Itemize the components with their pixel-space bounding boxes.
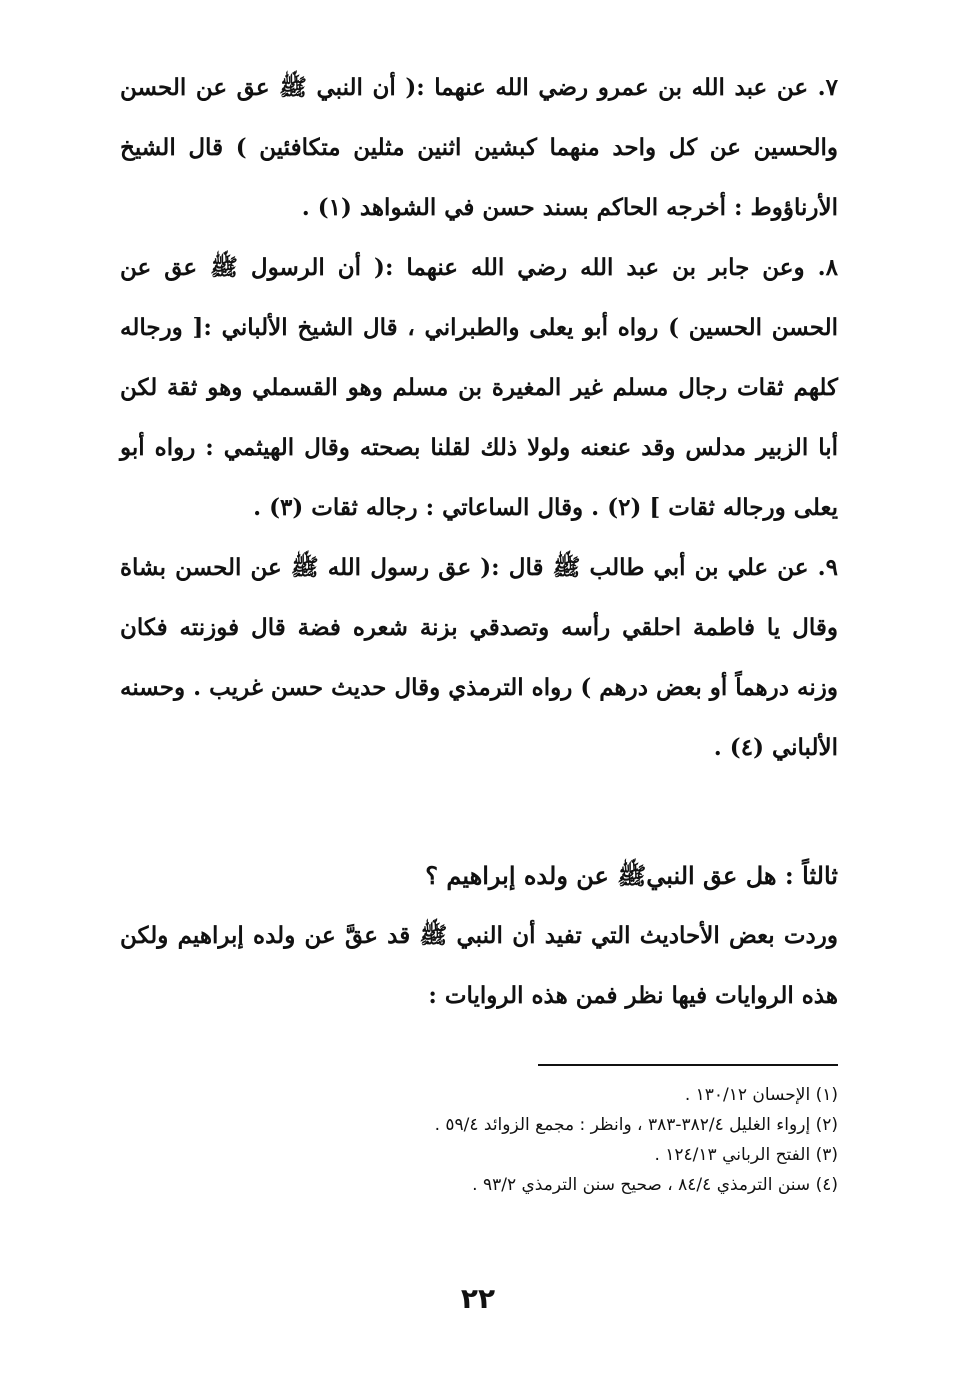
footnote-1: (١) الإحسان ١٣٠/١٢ . [684,1085,838,1105]
section-body: وردت بعض الأحاديث التي تفيد أن النبي ﷺ قد عقَّ عن ولده إبراهيم ولكن هذه الروايات فيها نظر فمن هذه الروايات : [120,922,838,1009]
paragraph-9: ٩. عن علي بن أبي طالب ﷺ قال :( عق رسول الله ﷺ عن الحسن بشاة وقال يا فاطمة احلقي رأسه وتصدقي بزنة شعره فضة قال فوزنته فكان وزنه درهماً أو بعض درهم ) رواه الترمذي وقال حديث حسن غريب . وحسنه الألباني (٤) . [120,554,838,761]
footnote-2: (٢) إرواء الغليل ٣٨٢/٤-٣٨٣ ، وانظر : مجمع الزوائد ٥٩/٤ . [434,1115,838,1135]
footnote-3: (٣) الفتح الرباني ١٢٤/١٣ . [654,1145,838,1165]
section-heading: ثالثاً : هل عق النبيﷺ عن ولده إبراهيم ؟ [425,861,838,890]
main-text [120,58,838,1026]
footnote-divider [538,1064,838,1066]
page-number: ٢٢ [460,1282,496,1315]
footnotes [120,1080,838,1200]
footnote-4: (٤) سنن الترمذي ٨٤/٤ ، صحيح سنن الترمذي ٩٣/٢ . [472,1175,838,1195]
paragraph-8: ٨. وعن جابر بن عبد الله رضي الله عنهما :( أن الرسول ﷺ عق عن الحسن الحسين ) رواه أبو يعلى والطبراني ، قال الشيخ الألباني :[ ورجاله كلهم ثقات رجال مسلم غير المغيرة بن مسلم وهو القسملي وهو ثقة لكن أبا الزبير مدلس وقد عنعنه ولولا ذلك لقلنا بصحته وقال الهيثمي : رواه أبو يعلى ورجاله ثقات ] (٢) . وقال الساعاتي : رجاله ثقات (٣) . [120,254,838,521]
paragraph-7: ٧. عن عبد الله بن عمرو رضي الله عنهما :( أن النبي ﷺ عق عن الحسن والحسين عن كل واحد منهما كبشين اثنين مثلين متكافئين ) قال الشيخ الأرناؤوط : أخرجه الحاكم بسند حسن في الشواهد (١) . [120,74,838,221]
